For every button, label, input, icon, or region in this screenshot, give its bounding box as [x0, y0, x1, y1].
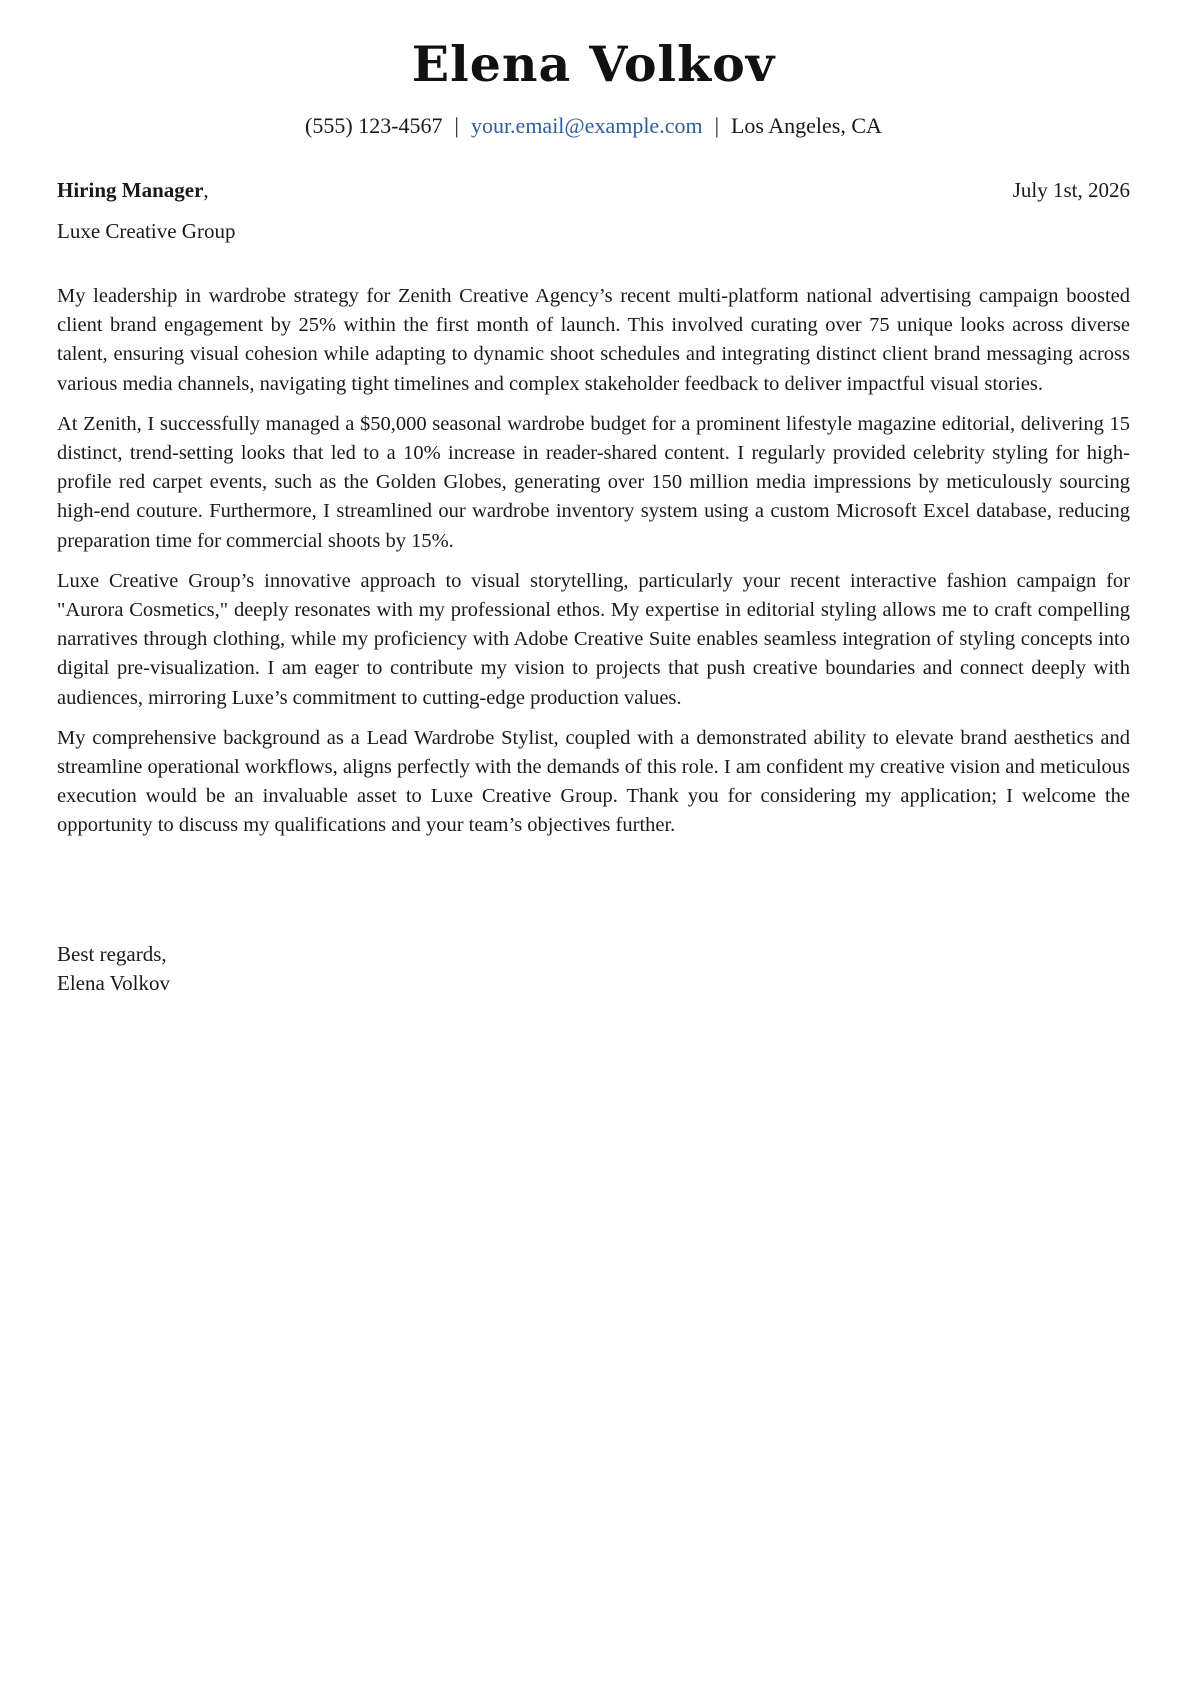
recipient-name: Hiring Manager	[57, 178, 204, 202]
closing-salutation: Best regards,	[57, 942, 167, 966]
applicant-name: Elena Volkov	[411, 35, 776, 93]
contact-line	[57, 115, 1130, 137]
phone-number: (555) 123-4567	[305, 113, 443, 138]
body-paragraph: At Zenith, I successfully managed a $50,000 seasonal wardrobe budget for a prominent lifestyle magazine editorial, delivering 15 distinct, trend-setting looks that led to a 10% increase in reader-shared content. I regularly provided celebrity styling for high-profile red carpet events, such as the Golden Globes, generating over 150 million media impressions by meticulously sourcing high-end couture. Furthermore, I streamlined our wardrobe inventory system using a custom Microsoft Excel database, reducing preparation time for commercial shoots by 15%.	[57, 412, 1130, 552]
letter-date: July 1st, 2026	[1012, 178, 1130, 202]
letter-closing	[57, 940, 170, 998]
recipient-comma: ,	[203, 178, 209, 202]
recipient-greeting	[57, 180, 209, 201]
recipient-company: Luxe Creative Group	[57, 219, 236, 243]
body-paragraph: Luxe Creative Group’s innovative approach to visual storytelling, particularly your recent interactive fashion campaign for "Aurora Cosmetics," deeply resonates with my professional ethos. My expertise in editorial styling allows me to craft compelling narratives through clothing, while my proficiency with Adobe Creative Suite enables seamless integration of styling concepts into digital pre-visualization. I am eager to contribute my vision to projects that push creative boundaries and connect deeply with audiences, mirroring Luxe’s commitment to cutting-edge production values.	[57, 569, 1130, 709]
contact-separator: |	[454, 113, 459, 138]
closing-signature: Elena Volkov	[57, 971, 170, 995]
location: Los Angeles, CA	[730, 113, 882, 138]
body-paragraph: My comprehensive background as a Lead Wardrobe Stylist, coupled with a demonstrated ability to elevate brand aesthetics and streamline operational workflows, aligns perfectly with the demands of this role. I am confident my creative vision and meticulous execution would be an invaluable asset to Luxe Creative Group. Thank you for considering my application; I welcome the opportunity to discuss my qualifications and your team’s objectives further.	[57, 726, 1130, 837]
contact-separator: |	[714, 113, 719, 138]
letter-body	[57, 282, 1130, 852]
email-link[interactable]: your.email@example.com	[470, 113, 703, 138]
body-paragraph: My leadership in wardrobe strategy for Zenith Creative Agency’s recent multi-platform national advertising campaign boosted client brand engagement by 25% within the first month of launch. This involved curating over 75 unique looks across diverse talent, ensuring visual cohesion while adapting to dynamic shoot schedules and integrating distinct client brand messaging across various media channels, navigating tight timelines and complex stakeholder feedback to deliver impactful visual stories.	[57, 285, 1130, 395]
